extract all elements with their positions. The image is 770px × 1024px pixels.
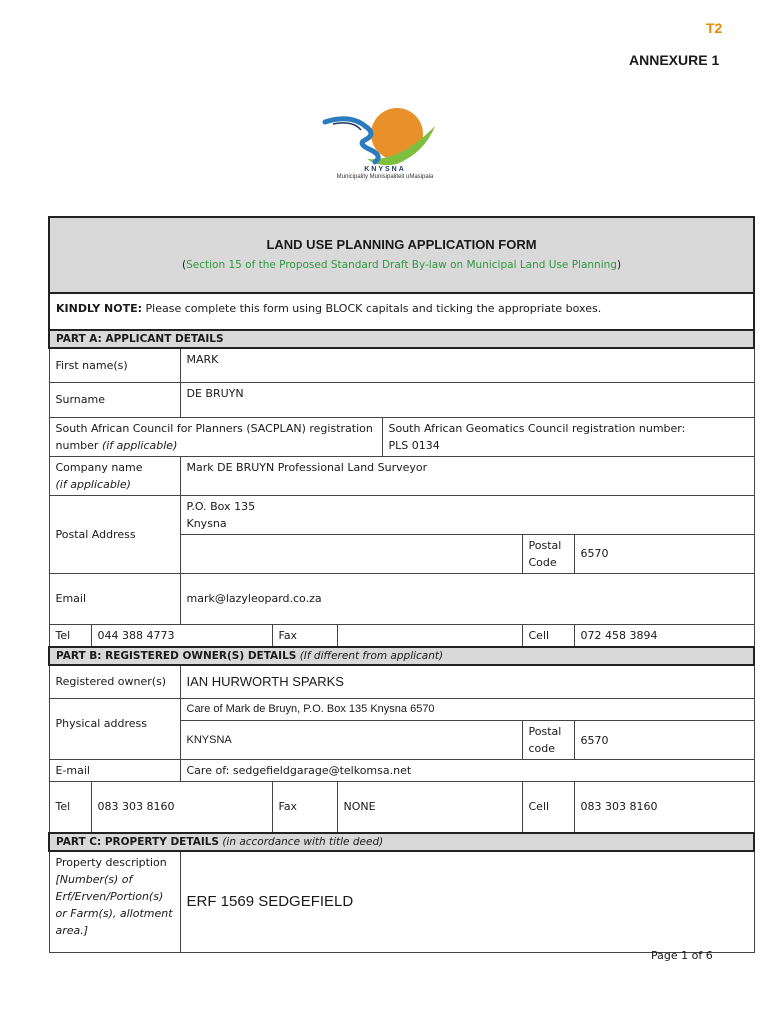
document-code: T2 [706, 20, 723, 36]
owner-email-label: E-mail [49, 760, 180, 782]
sagc-label: South African Geomatics Council registration number: [388, 421, 686, 435]
owner-fax-label: Fax [272, 782, 337, 833]
physical-address-line-1[interactable]: Care of Mark de Bruyn, P.O. Box 135 Knysna 6570 [180, 699, 754, 721]
email-field[interactable]: mark@lazyleopard.co.za [180, 573, 754, 624]
postal-code-label: Postal Code [522, 534, 574, 573]
postal-address-extra-field[interactable] [180, 534, 522, 573]
form-title-block [49, 217, 754, 293]
fax-field[interactable] [337, 624, 522, 647]
part-b-heading [49, 647, 754, 665]
owner-field[interactable]: IAN HURWORTH SPARKS [180, 665, 754, 699]
part-c-title: PART C: PROPERTY DETAILS [56, 835, 219, 848]
form-table [48, 216, 755, 953]
sagc-value: PLS 0134 [388, 438, 440, 452]
physical-address-label: Physical address [49, 699, 180, 760]
sacplan-label-text: South African Council for Planners (SACPLAN) registration number [55, 421, 373, 452]
owner-cell-field[interactable]: 083 303 8160 [574, 782, 754, 833]
logo-name: KNYSNA [364, 166, 406, 173]
postal-code-field[interactable]: 6570 [574, 534, 754, 573]
part-b-note: (If different from applicant) [296, 649, 444, 662]
postal-line-1: P.O. Box 135 [186, 499, 256, 513]
fax-label: Fax [272, 624, 337, 647]
page-number: Page 1 of 6 [651, 949, 713, 962]
postal-address-field[interactable] [180, 495, 754, 534]
owner-postal-code-field[interactable]: 6570 [574, 721, 754, 760]
part-a-heading: PART A: APPLICANT DETAILS [49, 330, 754, 348]
property-description-label [49, 851, 180, 953]
tel-label: Tel [49, 624, 91, 647]
owner-tel-field[interactable]: 083 303 8160 [91, 782, 272, 833]
cell-field[interactable]: 072 458 3894 [574, 624, 754, 647]
owner-tel-label: Tel [49, 782, 91, 833]
first-name-field[interactable]: MARK [180, 348, 754, 382]
company-label-text: Company name [55, 460, 143, 474]
subtitle-text: Section 15 of the Proposed Standard Draft By-law on Municipal Land Use Planning [186, 259, 617, 271]
surname-label: Surname [49, 382, 180, 417]
property-description-note: [Number(s) of Erf/Erven/Portion(s) or Farm(s), allotment area.] [55, 872, 173, 937]
form-title: LAND USE PLANNING APPLICATION FORM [266, 237, 537, 252]
sacplan-label [49, 417, 382, 456]
logo-subtitle: Municipality Munisipaliteit uMasipala [336, 174, 434, 180]
email-label: Email [49, 573, 180, 624]
sacplan-label-note: (if applicable) [101, 438, 178, 452]
annexure-label: ANNEXURE 1 [629, 52, 720, 68]
subtitle-open: ( [182, 259, 187, 271]
part-b-title: PART B: REGISTERED OWNER(S) DETAILS [56, 649, 297, 662]
postal-address-label: Postal Address [49, 495, 180, 573]
sagc-field[interactable] [382, 417, 754, 456]
owner-label: Registered owner(s) [49, 665, 180, 699]
form-subtitle [56, 257, 747, 274]
owner-fax-field[interactable]: NONE [337, 782, 522, 833]
first-name-label: First name(s) [49, 348, 180, 382]
cell-label: Cell [522, 624, 574, 647]
owner-postal-code-label: Postal code [522, 721, 574, 760]
property-description-label-text: Property description [55, 855, 167, 869]
owner-email-field[interactable]: Care of: sedgefieldgarage@telkomsa.net [180, 760, 754, 782]
application-form [48, 216, 753, 953]
physical-address-line-2[interactable]: KNYSNA [180, 721, 522, 760]
owner-cell-label: Cell [522, 782, 574, 833]
tel-field[interactable]: 044 388 4773 [91, 624, 272, 647]
kindly-note [49, 293, 754, 330]
part-c-heading [49, 833, 754, 851]
logo-river [325, 119, 378, 162]
note-label: KINDLY NOTE: [56, 302, 143, 315]
part-c-note: (in accordance with title deed) [218, 835, 384, 848]
postal-line-2: Knysna [186, 516, 227, 530]
company-label-note: (if applicable) [55, 477, 131, 491]
surname-field[interactable]: DE BRUYN [180, 382, 754, 417]
logo-caption [300, 166, 470, 180]
company-label [49, 456, 180, 495]
property-description-field[interactable]: ERF 1569 SEDGEFIELD [180, 851, 754, 953]
subtitle-close: ) [616, 259, 622, 271]
company-field[interactable]: Mark DE BRUYN Professional Land Surveyor [180, 456, 754, 495]
note-text: Please complete this form using BLOCK capitals and ticking the appropriate boxes. [142, 302, 602, 315]
